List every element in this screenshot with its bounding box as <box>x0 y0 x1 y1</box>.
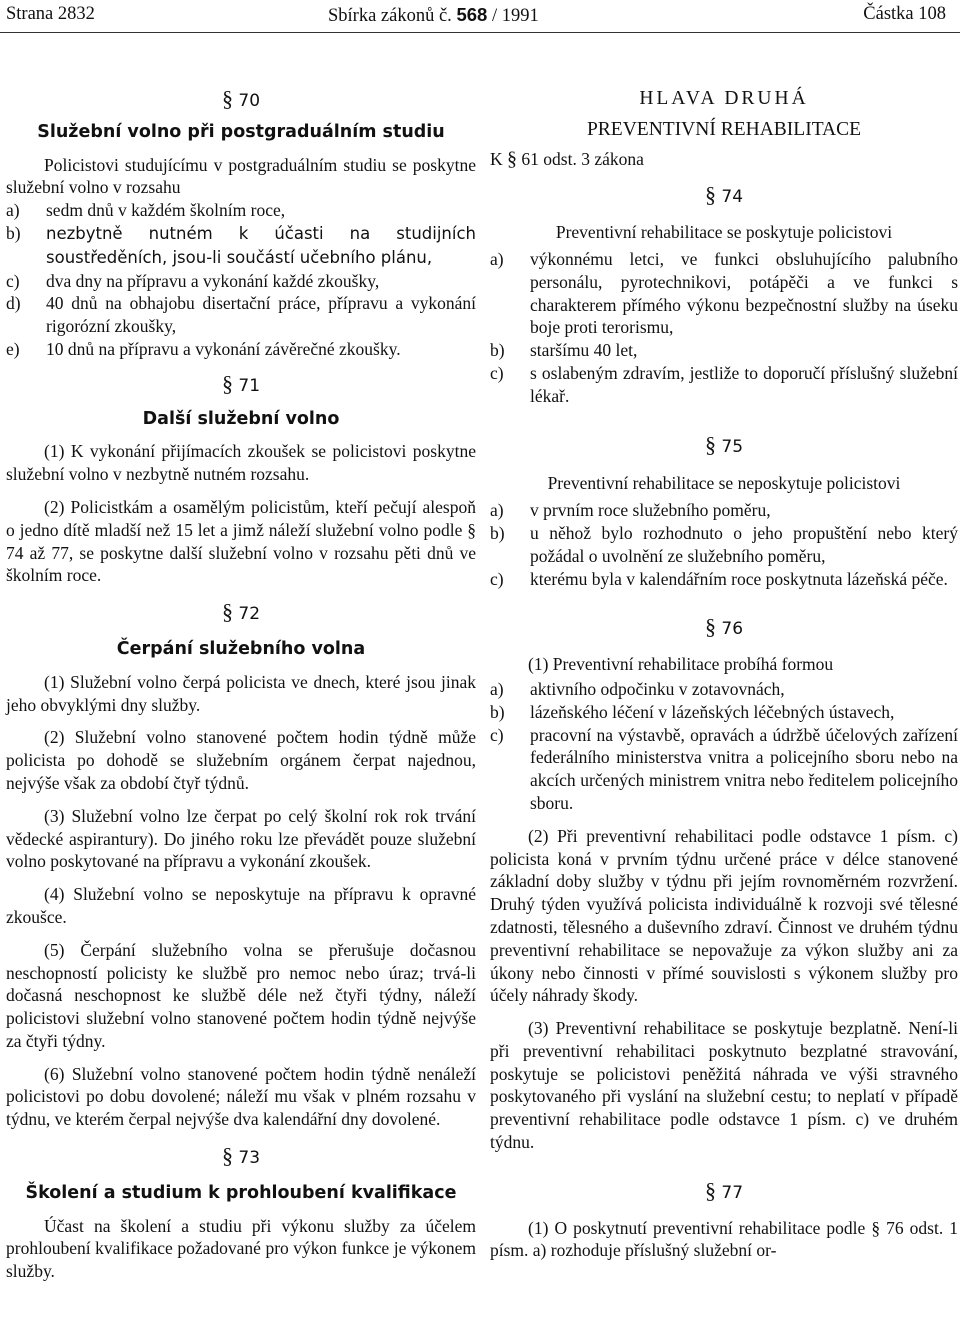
paragraph: (1) K vykonání přijímacích zkoušek se policistovi poskytne služební volno v nezbytně nutném rozsahu. <box>6 441 476 485</box>
section-sign-icon: § <box>704 614 716 640</box>
paragraph: (3) Služební volno lze čerpat po celý školní rok rok trvání vědecké aspirantury). Do jiného roku lze převádět pouze služební volno poskytované na přípravu a vykonání zkoušek. <box>6 805 476 872</box>
right-column <box>490 88 958 1262</box>
section-74-intro: Preventivní rehabilitace se poskytuje policistovi <box>555 222 893 243</box>
section-75-heading <box>490 431 958 459</box>
section-70-list <box>6 199 476 361</box>
list-item: c) s oslabeným zdravím, jestliže to doporučí příslušný služební lékař. <box>490 362 958 406</box>
section-sign-icon: § <box>221 599 233 625</box>
collection-title <box>328 4 539 27</box>
law-number: 568 <box>456 4 488 25</box>
list-item: a) aktivního odpočinku v zotavovnách, <box>490 678 785 699</box>
section-71-heading <box>6 370 476 398</box>
section-72-heading <box>6 601 476 626</box>
list-item: d) 40 dnů na obhajobu disertační práce, přípravu a vykonání rigorózní zkoušky, <box>6 293 476 337</box>
section-75-intro: Preventivní rehabilitace se neposkytuje policistovi <box>547 473 901 494</box>
section-sign-icon: § <box>507 147 518 170</box>
reference-label: K <box>490 148 503 169</box>
page-number: Strana 2832 <box>6 4 95 24</box>
paragraph: (1) Služební volno čerpá policista ve dnech, které jsou jinak jeho obvyklými dny služby. <box>6 671 476 715</box>
section-sign-icon: § <box>221 1143 233 1169</box>
list-item: c) pracovní na výstavbě, opravách a údržbě účelových zařízení federálního ministerstva vnitra a policejního sboru nebo na akcích určených ministrem vnitra nebo ředitelem policejního sboru. <box>490 724 958 813</box>
section-74-heading <box>490 184 958 209</box>
reference-text: 61 odst. 3 zákona <box>521 148 644 169</box>
section-sign-icon: § <box>704 182 716 208</box>
paragraph: (1) Preventivní rehabilitace probíhá formou <box>528 654 834 675</box>
paragraph: (1) O poskytnutí preventivní rehabilitace podle § 76 odst. 1 písm. a) rozhoduje příslušný služební or- <box>490 1217 958 1261</box>
section-sign-icon: § <box>704 431 716 457</box>
part-number: Částka 108 <box>863 4 946 24</box>
section-number: 73 <box>238 1148 261 1169</box>
section-number: 77 <box>721 1182 744 1203</box>
section-72-title: Čerpání služebního volna <box>116 638 366 659</box>
paragraph: (2) Při preventivní rehabilitaci podle odstavce 1 písm. c) policista koná v prvním týdnu určené práce v délce stanovené základní doby služby v týdnu při jejím rovnoměrném rozvržení. Druhý týden využívá policista individuálně k rozvoji své tělesné zdatnosti, tělesného a duševního zdraví. Činnost ve druhém týdnu preventivní rehabilitace se nepovažuje za výkon služby ani za úkony nebo činnosti v přímé souvislosti s výkonem služby pro účely náhrady škody. <box>490 825 958 1006</box>
section-number: 76 <box>721 619 744 640</box>
section-73-heading <box>6 1145 476 1170</box>
section-75-list <box>490 499 958 590</box>
chapter-heading: HLAVA DRUHÁ <box>639 88 809 109</box>
section-sign-icon: § <box>221 86 233 111</box>
list-item: b) u něhož bylo rozhodnuto o jeho propuštění nebo který požádal o uvolnění ze služebního poměru, <box>490 522 958 566</box>
list-item: e) 10 dnů na přípravu a vykonání závěrečné zkoušky. <box>6 338 401 359</box>
section-number: 72 <box>238 604 261 625</box>
section-76-list <box>490 678 958 815</box>
header-divider <box>0 32 960 33</box>
paragraph: (6) Služební volno stanovené počtem hodin týdně nenáleží policistovi po dobu dovolené; náleží mu však v plném rozsahu v týdnu, ve kterém čerpal nejvýše dva kalendářní dny dovolené. <box>6 1063 476 1130</box>
section-70-intro: Policistovi studujícímu v postgraduálním studiu se poskytne služební volno v rozsahu <box>6 154 476 198</box>
paragraph: Účast na školení a studiu při výkonu služby za účelem prohloubení kvalifikace požadované pro výkon funkce je výkonem služby. <box>6 1215 476 1282</box>
paragraph: (5) Čerpání služebního volna se přerušuje dočasnou neschopností policisty ke službě pro nemoc nebo úraz; trvá-li dočasná neschopnost ke službě déle než čtyři týdny, náleží policistovi služební volno stanovené počtem hodin týdně nejvýše za čtyři týdny. <box>6 939 476 1051</box>
section-74-list <box>490 248 958 408</box>
section-76-heading <box>490 616 958 641</box>
section-77-heading <box>490 1177 958 1205</box>
list-item: b) lázeňského léčení v lázeňských léčebných ústavech, <box>490 701 895 722</box>
law-reference <box>490 148 958 171</box>
law-year: / 1991 <box>491 6 539 26</box>
section-70-title: Služební volno při postgraduálním studiu <box>37 121 445 142</box>
page-header <box>0 0 960 30</box>
collection-label: Sbírka zákonů č. <box>328 6 452 26</box>
section-73-title: Školení a studium k prohloubení kvalifikace <box>25 1182 457 1203</box>
paragraph: (4) Služební volno se neposkytuje na přípravu k opravné zkoušce. <box>6 884 476 927</box>
section-sign-icon: § <box>221 370 233 396</box>
section-number: 74 <box>721 187 744 208</box>
section-number: 70 <box>238 91 261 111</box>
list-item: c) dva dny na přípravu a vykonání každé zkoušky, <box>6 270 380 291</box>
left-column <box>6 88 476 1283</box>
chapter-title: PREVENTIVNÍ REHABILITACE <box>586 118 862 140</box>
paragraph: (2) Služební volno stanovené počtem hodin týdně může policista po dohodě se služebním orgánem čerpat najednou, nejvýše však za období čtyř týdnů. <box>6 727 476 793</box>
paragraph: (2) Policistkám a osamělým policistům, kteří pečují alespoň o jedno dítě mladší než 15 let a jimž náleží služební volno podle § 74 až 77, se poskytne další služební volno v rozsahu pěti dnů ve školním roce. <box>6 496 476 586</box>
section-number: 75 <box>721 436 744 457</box>
section-number: 71 <box>238 375 261 396</box>
paragraph: (3) Preventivní rehabilitace se poskytuje bezplatně. Není-li při preventivní rehabilitaci poskytnuto bezplatné stravování, poskytuje se policistovi peněžitá náhrada ve výši stravného poskytovaného při vyslání na služební cestu; to neplatí v případě preventivní rehabilitace podle odstavce 1 písm. c) ve druhém týdnu. <box>490 1018 958 1153</box>
list-item: b) staršímu 40 let, <box>490 340 638 361</box>
list-item: a) sedm dnů v každém školním roce, <box>6 200 286 221</box>
list-item: c) kterému byla v kalendářním roce poskytnuta lázeňská péče. <box>490 568 948 589</box>
section-sign-icon: § <box>704 1177 716 1203</box>
list-item: b) nezbytně nutném k účasti na studijních soustředěních, jsou-li součástí učebního plánu, <box>6 222 476 267</box>
list-item: a) výkonnému letci, ve funkci obsluhujícího palubního personálu, pyrotechnikovi, potápěči a ve funkci s charakterem přímého výkonu bezpečnostní služby na úseku boje proti terorismu, <box>490 248 958 338</box>
list-item: a) v prvním roce služebního poměru, <box>490 500 771 521</box>
section-71-title: Další služební volno <box>142 408 340 429</box>
section-70-heading <box>6 88 476 113</box>
